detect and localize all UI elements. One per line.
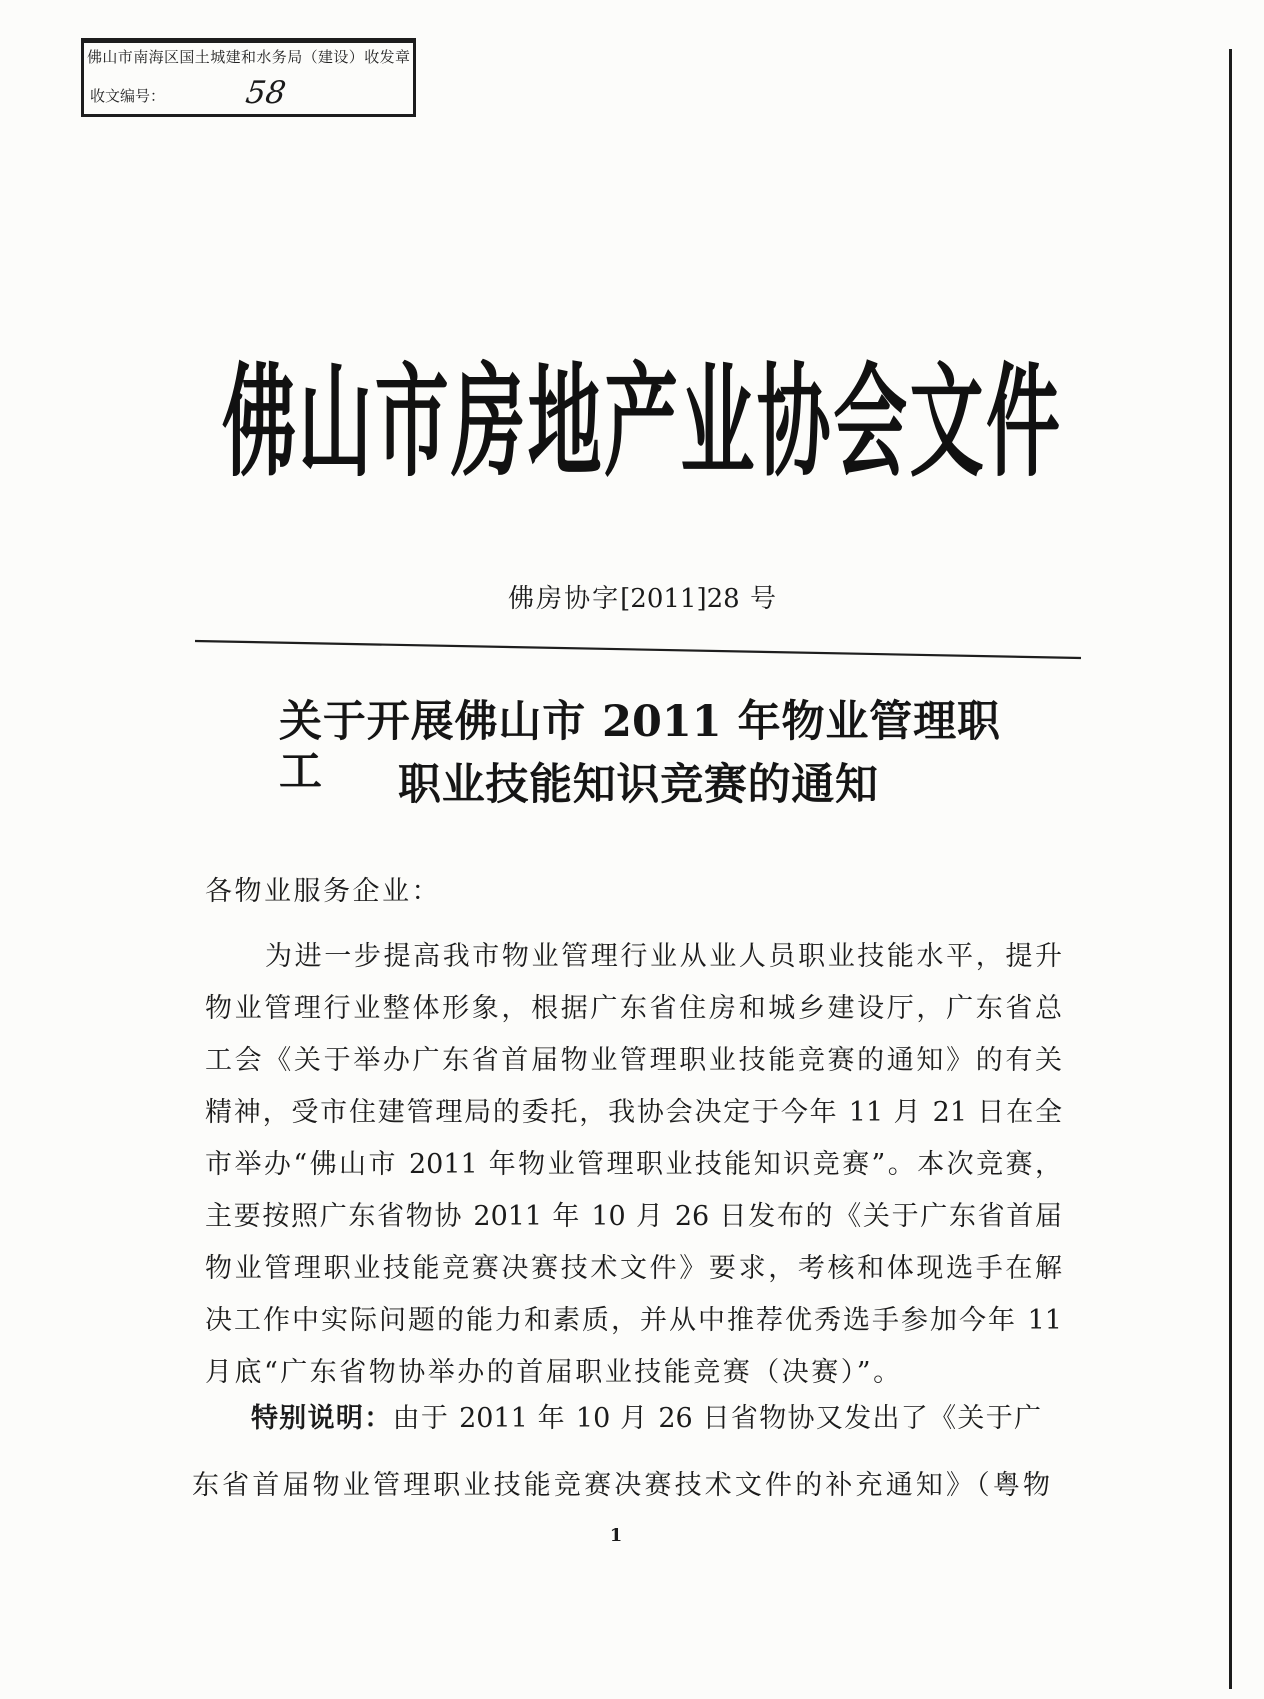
body-line: 精神，受市住建管理局的委托，我协会决定于今年 11 月 21 日在全 (205, 1097, 1062, 1128)
body-line: 物业管理行业整体形象，根据广东省住房和城乡建设厅，广东省总 (205, 993, 1062, 1024)
body-line: 工会《关于举办广东省首届物业管理职业技能竞赛的通知》的有关 (205, 1045, 1062, 1076)
document-number: 佛房协字[2011]28 号 (508, 584, 776, 614)
special-note-line-2: 东省首届物业管理职业技能竞赛决赛技术文件的补充通知》（粤物 (192, 1470, 1050, 1501)
body-line: 主要按照广东省物协 2011 年 10 月 26 日发布的《关于广东省首届 (205, 1201, 1062, 1232)
salutation: 各物业服务企业： (205, 876, 441, 907)
body-line: 月底“广东省物协举办的首届职业技能竞赛（决赛）”。 (205, 1357, 903, 1388)
header-separator-rule (190, 636, 1090, 664)
body-line: 为进一步提高我市物业管理行业从业人员职业技能水平，提升 (265, 941, 1062, 972)
body-line: 决工作中实际问题的能力和素质，并从中推荐优秀选手参加今年 11 (205, 1305, 1062, 1336)
stamp-receipt-number: 58 (243, 75, 288, 111)
special-note-label: 特别说明： (251, 1403, 393, 1434)
page-number: 1 (609, 1525, 623, 1546)
body-line: 市举办“佛山市 2011 年物业管理职业技能知识竞赛”。本次竞赛， (205, 1149, 1062, 1180)
right-margin-line (1229, 49, 1232, 1689)
document-title: 佛山市房地产业协会文件 (222, 352, 1060, 494)
notice-heading-line-1: 关于开展佛山市 2011 年物业管理职工 (279, 697, 1000, 797)
notice-heading-line-2: 职业技能知识竞赛的通知 (398, 760, 878, 810)
body-paragraph (205, 931, 1062, 1399)
stamp-organization: 佛山市南海区国土城建和水务局（建设）收发章 (87, 48, 410, 66)
stamp-receipt-label: 收文编号： (90, 87, 166, 105)
special-note-line-1 (251, 1393, 1041, 1445)
special-note-text: 由于 2011 年 10 月 26 日省物协又发出了《关于广 (392, 1403, 1042, 1434)
separator-line (195, 641, 1081, 658)
receiving-stamp (81, 38, 416, 117)
body-line: 物业管理职业技能竞赛决赛技术文件》要求，考核和体现选手在解 (205, 1253, 1062, 1284)
